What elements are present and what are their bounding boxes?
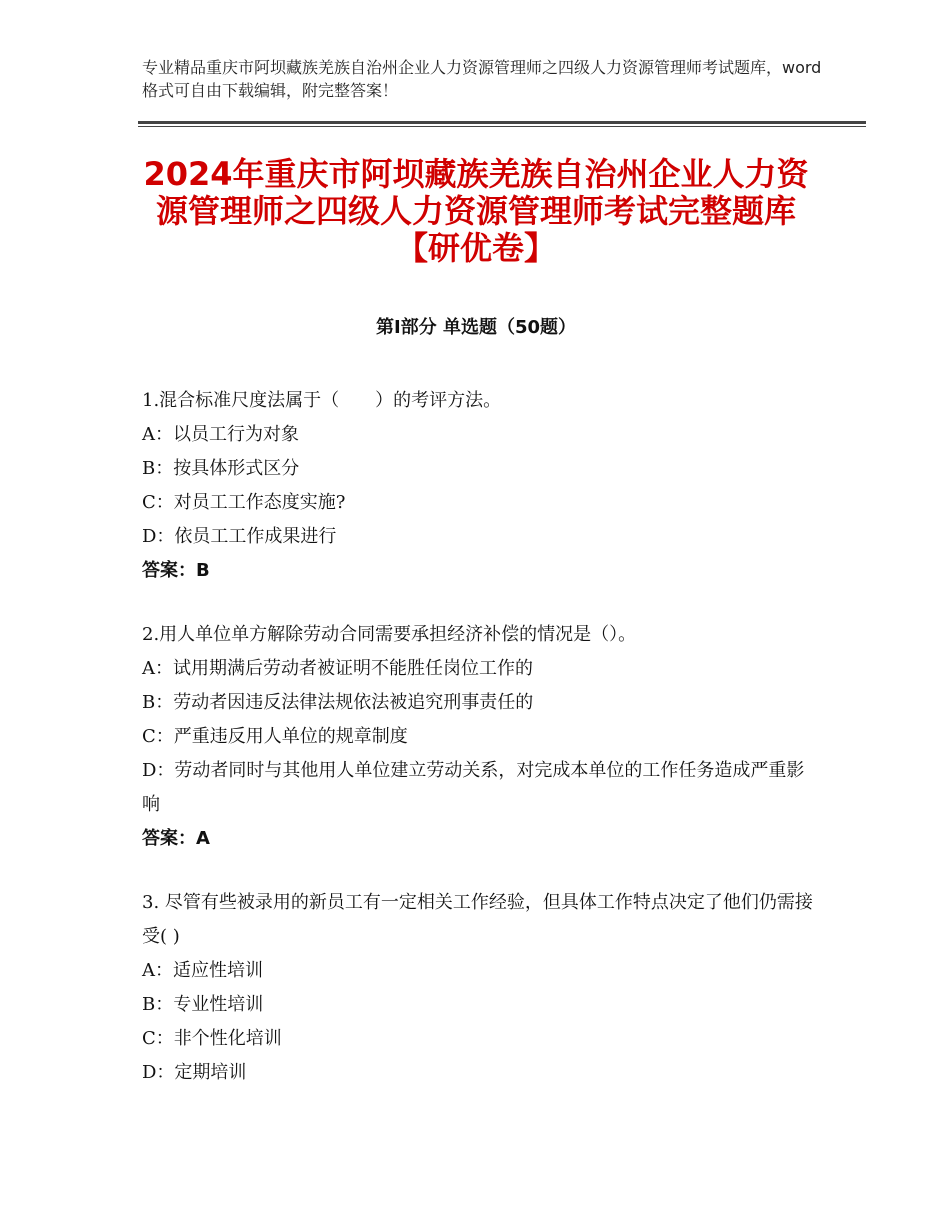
option-c: C：非个性化培训 <box>142 1028 282 1049</box>
option-a: A：试用期满后劳动者被证明不能胜任岗位工作的 <box>142 658 533 679</box>
question-2 <box>142 618 822 856</box>
option-b: B：专业性培训 <box>142 994 264 1015</box>
question-stem: 3. 尽管有些被录用的新员工有一定相关工作经验，但具体工作特点决定了他们仍需接受( ) <box>142 892 813 947</box>
option-d: D：定期培训 <box>142 1062 247 1083</box>
option-d: D：劳动者同时与其他用人单位建立劳动关系，对完成本单位的工作任务造成严重影响 <box>142 760 805 815</box>
answer: 答案：B <box>142 560 210 581</box>
option-a: A：以员工行为对象 <box>142 424 299 445</box>
answer: 答案：A <box>142 828 210 849</box>
option-b: B：按具体形式区分 <box>142 458 300 479</box>
option-b: B：劳动者因违反法律法规依法被追究刑事责任的 <box>142 692 534 713</box>
question-stem: 1.混合标准尺度法属于（ ）的考评方法。 <box>142 390 502 411</box>
question-3 <box>142 886 822 1090</box>
document-title: 2024年重庆市阿坝藏族羌族自治州企业人力资源管理师之四级人力资源管理师考试完整题库【研优卷】 <box>143 155 809 267</box>
option-c: C：严重违反用人单位的规章制度 <box>142 726 408 747</box>
option-c: C：对员工工作态度实施? <box>142 492 346 513</box>
question-list <box>142 384 822 1120</box>
header-note: 专业精品重庆市阿坝藏族羌族自治州企业人力资源管理师之四级人力资源管理师考试题库，word格式可自由下载编辑，附完整答案！ <box>142 58 822 100</box>
option-a: A：适应性培训 <box>142 960 263 981</box>
question-stem: 2.用人单位单方解除劳动合同需要承担经济补偿的情况是（）。 <box>142 624 637 645</box>
header-rule-thick <box>138 121 866 124</box>
question-1 <box>142 384 822 588</box>
section-heading: 第Ⅰ部分 单选题（50题） <box>375 317 576 338</box>
option-d: D：依员工工作成果进行 <box>142 526 337 547</box>
header-rule-thin <box>138 126 866 127</box>
